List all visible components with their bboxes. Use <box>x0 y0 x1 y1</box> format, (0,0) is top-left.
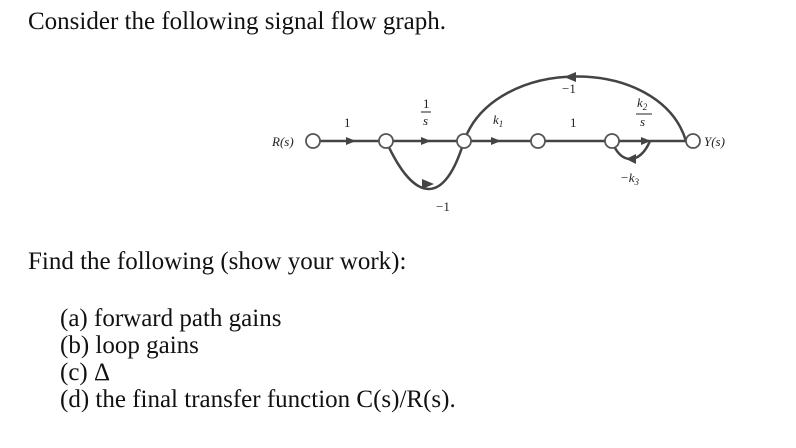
problem-statement: Consider the following signal flow graph. <box>28 8 446 35</box>
instructions: Find the following (show your work): <box>28 248 407 275</box>
svg-text:−k3: $-k_3$ <box>620 170 640 187</box>
svg-text:k1: $k_1$ <box>493 112 504 129</box>
feedback-top-gain: −1 <box>562 81 576 96</box>
svg-text:1: 1 <box>423 96 430 111</box>
task-delta: (c) Δ <box>60 359 111 386</box>
feedback-k3-arrow <box>626 154 636 164</box>
svg-text:s: s <box>640 114 646 129</box>
integrator-1-label <box>421 96 431 128</box>
node-n7 <box>605 134 619 148</box>
node-n4 <box>457 134 471 148</box>
node-output <box>686 134 700 148</box>
node-n2 <box>379 134 393 148</box>
task-forward-path-gains: (a) forward path gains <box>60 305 282 332</box>
gain-label-middle: 1 <box>570 115 577 130</box>
node-input <box>306 134 320 148</box>
gain-label-first: 1 <box>344 115 351 130</box>
task-list <box>60 305 456 413</box>
svg-text:k2: $k_2$ <box>637 95 648 112</box>
node-n6 <box>531 134 545 148</box>
task-transfer-function: (d) the final transfer function C(s)/R(s). <box>60 386 456 413</box>
input-label: R(s) <box>272 134 294 149</box>
k1-gain-label <box>493 112 503 129</box>
output-label: Y(s) <box>704 134 725 149</box>
feedback-bottom-gain: −1 <box>436 199 450 214</box>
integrator-2-label <box>636 95 652 129</box>
feedback-k3-gain <box>620 170 640 187</box>
svg-text:s: s <box>423 113 429 128</box>
task-loop-gains: (b) loop gains <box>60 332 199 359</box>
